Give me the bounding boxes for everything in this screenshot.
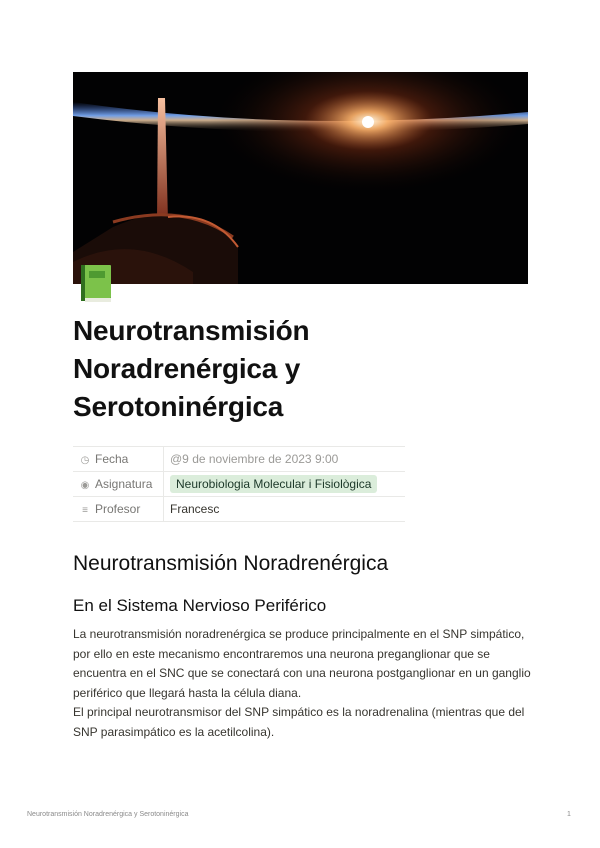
footer-doc-title: Neurotransmisión Noradrenérgica y Serotoninérgica <box>27 811 189 818</box>
property-value-date[interactable]: @9 de noviembre de 2023 9:00 <box>164 447 406 472</box>
paragraph: La neurotransmisión noradrenérgica se produce principalmente en el SNP simpático, por ello en este mecanismo encontraremos una neurona preganglionar que se encuentra en el SNC que se conectará con una neurona postganglionar en un ganglio periférico que llegará hasta la célula diana. <box>73 627 531 700</box>
property-row-profesor <box>73 497 405 522</box>
property-value-select[interactable] <box>164 472 406 497</box>
green-book-icon <box>79 262 115 304</box>
property-key: ≡ Profesor <box>73 497 164 522</box>
properties-table <box>73 446 405 522</box>
select-tag[interactable]: Neurobiologia Molecular i Fisiològica <box>170 475 377 493</box>
footer-page-number: 1 <box>567 811 571 818</box>
section-heading: Neurotransmisión Noradrenérgica <box>73 552 389 575</box>
property-key: ◷ Fecha <box>73 447 164 472</box>
property-row-asignatura <box>73 472 405 497</box>
paragraph: El principal neurotransmisor del SNP simpático es la noradrenalina (mientras que del SNP parasimpático es la acetilcolina). <box>73 705 525 739</box>
select-icon: ◉ <box>80 480 90 491</box>
property-key: ◉ Asignatura <box>73 472 164 497</box>
property-row-fecha <box>73 447 405 472</box>
property-value-text[interactable]: Francesc <box>164 497 406 522</box>
subsection-heading: En el Sistema Nervioso Periférico <box>73 596 327 615</box>
page-title: Neurotransmisión Noradrenérgica y Serotoninérgica <box>73 315 310 422</box>
clock-icon: ◷ <box>80 455 90 466</box>
text-lines-icon: ≡ <box>82 505 88 516</box>
cover-image <box>73 72 528 284</box>
